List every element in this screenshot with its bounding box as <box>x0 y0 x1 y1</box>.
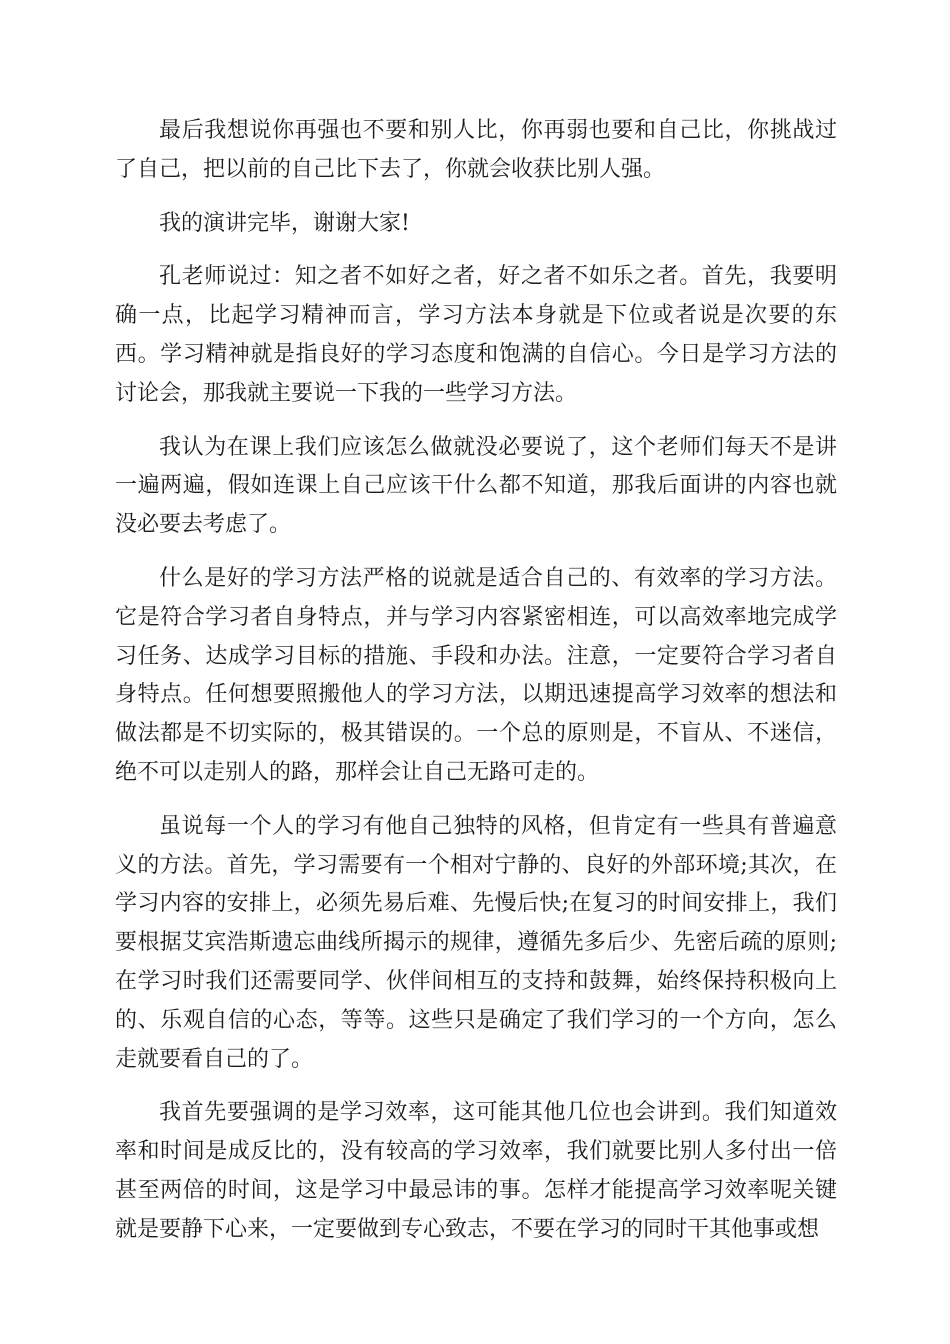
paragraph-closing-thanks: 我的演讲完毕，谢谢大家! <box>159 210 410 236</box>
paragraph-in-class: 我认为在课上我们应该怎么做就没必要说了，这个老师们每天不是讲一遍两遍，假如连课上自己应该干什么都不知道，那我后面讲的内容也就没必要去考虑了。 <box>115 434 837 538</box>
paragraph-conclusion: 最后我想说你再强也不要和别人比，你再弱也要和自己比，你挑战过了自己，把以前的自己比下去了，你就会收获比别人强。 <box>115 118 837 182</box>
paragraph-confucius-quote: 孔老师说过：知之者不如好之者，好之者不如乐之者。首先，我要明确一点，比起学习精神而言，学习方法本身就是下位或者说是次要的东西。学习精神就是指良好的学习态度和饱满的自信心。今日是学习方法的讨论会，那我就主要说一下我的一些学习方法。 <box>115 264 837 406</box>
paragraph-general-methods: 虽说每一个人的学习有他自己独特的风格，但肯定有一些具有普遍意义的方法。首先，学习需要有一个相对宁静的、良好的外部环境;其次，在学习内容的安排上，必须先易后难、先慢后快;在复习的时间安排上，我们要根据艾宾浩斯遗忘曲线所揭示的规律，遵循先多后少、先密后疏的原则;在学习时我们还需要同学、伙伴间相互的支持和鼓舞，始终保持积极向上的、乐观自信的心态，等等。这些只是确定了我们学习的一个方向，怎么走就要看自己的了。 <box>115 813 837 1072</box>
document-body <box>115 112 837 1265</box>
paragraph-efficiency: 我首先要强调的是学习效率，这可能其他几位也会讲到。我们知道效率和时间是成反比的，没有较高的学习效率，我们就要比别人多付出一倍甚至两倍的时间，这是学习中最忌讳的事。怎样才能提高学习效率呢关键就是要静下心来，一定要做到专心致志，不要在学习的同时干其他事或想 <box>115 1100 837 1242</box>
paragraph-good-method: 什么是好的学习方法严格的说就是适合自己的、有效率的学习方法。它是符合学习者自身特点，并与学习内容紧密相连，可以高效率地完成学习任务、达成学习目标的措施、手段和办法。注意，一定要符合学习者自身特点。任何想要照搬他人的学习方法，以期迅速提高学习效率的想法和做法都是不切实际的，极其错误的。一个总的原则是，不盲从、不迷信，绝不可以走别人的路，那样会让自己无路可走的。 <box>115 565 837 785</box>
